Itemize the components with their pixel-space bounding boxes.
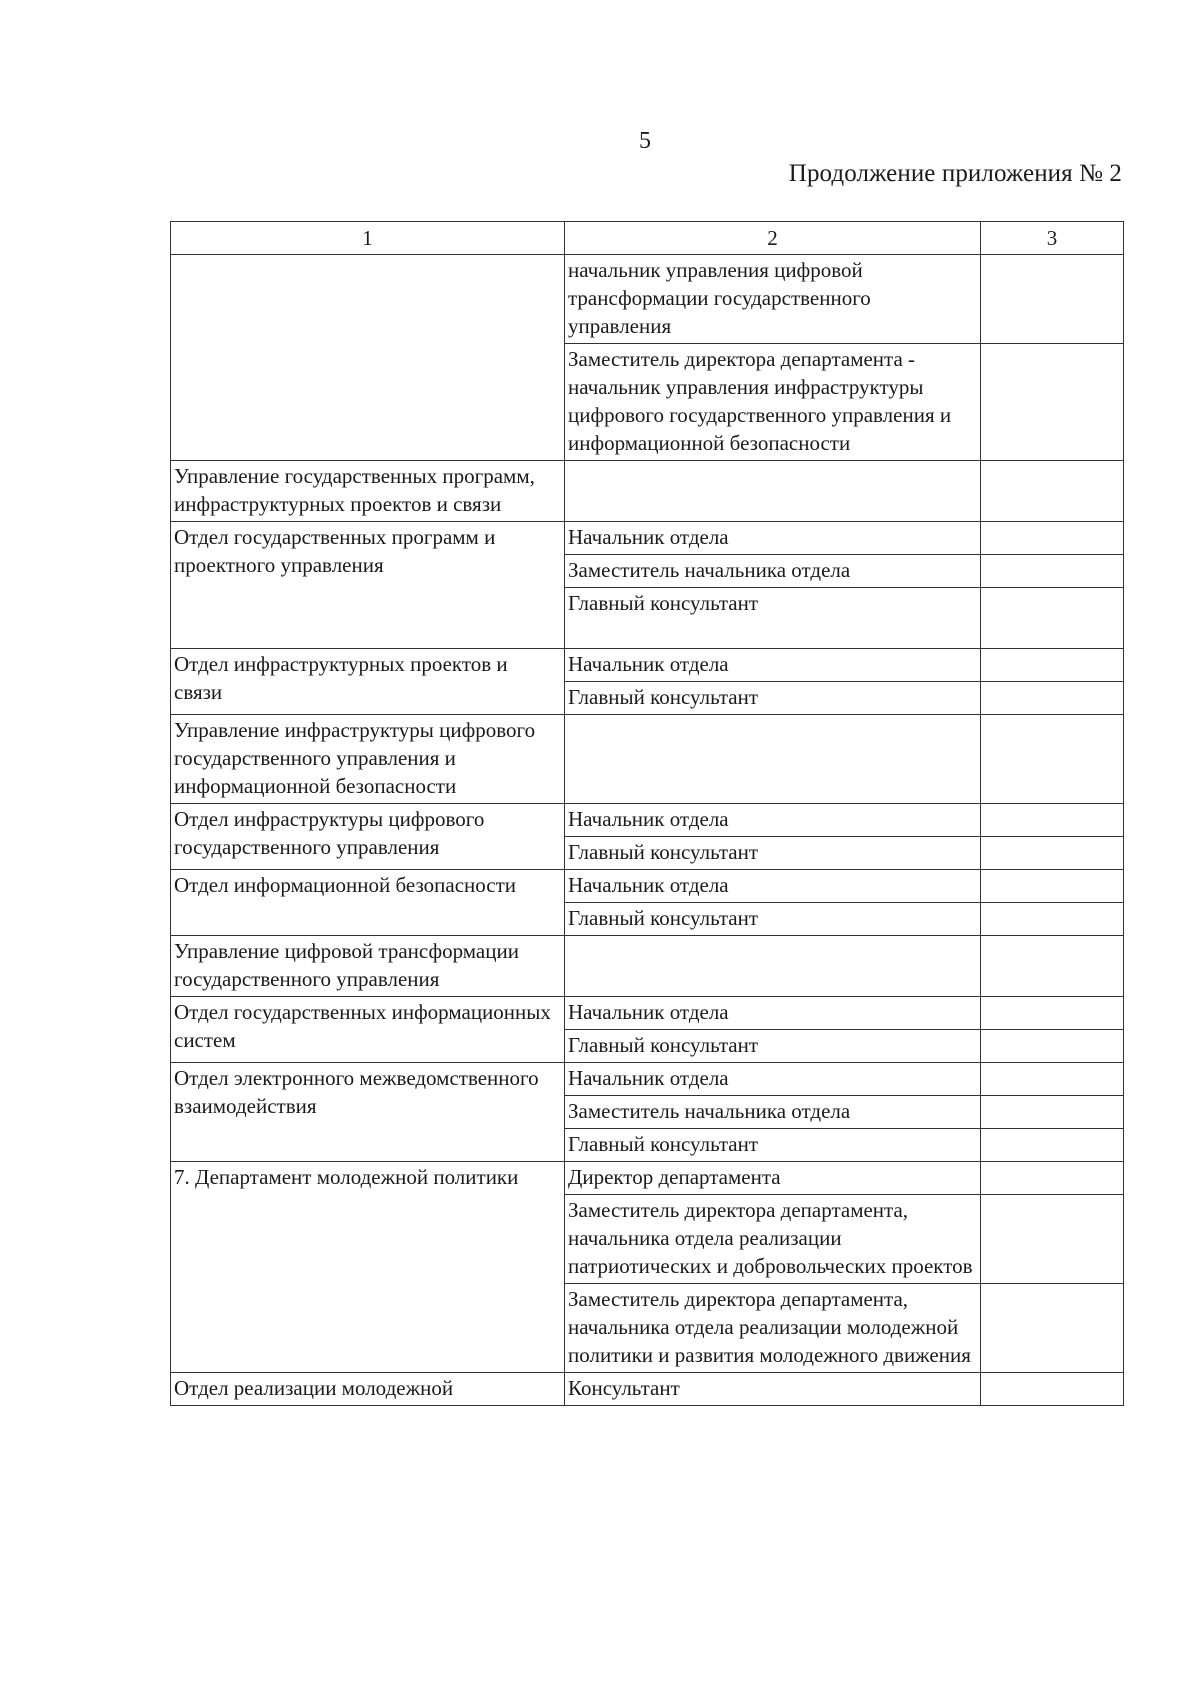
position-cell: Главный консультант xyxy=(565,1129,981,1162)
position-cell: Заместитель директора департамента, начальника отдела реализации патриотических и добровольческих проектов xyxy=(565,1195,981,1284)
unit-cell: Управление государственных программ, инфраструктурных проектов и связи xyxy=(171,461,565,522)
column-header-1: 1 xyxy=(171,222,565,255)
position-cell: Начальник отдела xyxy=(565,522,981,555)
position-cell: Начальник отдела xyxy=(565,804,981,837)
unit-cell: Отдел государственных программ и проектного управления xyxy=(171,522,565,649)
count-cell xyxy=(981,1284,1124,1373)
unit-cell xyxy=(171,255,565,461)
count-cell xyxy=(981,1096,1124,1129)
count-cell xyxy=(981,837,1124,870)
unit-cell: Отдел инфраструктурных проектов и связи xyxy=(171,649,565,715)
count-cell xyxy=(981,649,1124,682)
position-cell: Главный консультант xyxy=(565,682,981,715)
table-row xyxy=(171,649,1124,682)
position-cell xyxy=(565,461,981,522)
position-cell: Главный консультант xyxy=(565,837,981,870)
count-cell xyxy=(981,1195,1124,1284)
count-cell xyxy=(981,1129,1124,1162)
table-row xyxy=(171,997,1124,1030)
position-cell: Консультант xyxy=(565,1373,981,1406)
unit-cell: Отдел инфраструктуры цифрового государственного управления xyxy=(171,804,565,870)
column-header-2: 2 xyxy=(565,222,981,255)
count-cell xyxy=(981,1030,1124,1063)
count-cell xyxy=(981,997,1124,1030)
position-cell: Заместитель начальника отдела xyxy=(565,555,981,588)
position-cell: Главный консультант xyxy=(565,588,981,649)
count-cell xyxy=(981,588,1124,649)
table-row xyxy=(171,522,1124,555)
unit-cell: Отдел реализации молодежной xyxy=(171,1373,565,1406)
count-cell xyxy=(981,255,1124,344)
count-cell xyxy=(981,903,1124,936)
table-row xyxy=(171,1162,1124,1195)
position-cell: Главный консультант xyxy=(565,903,981,936)
count-cell xyxy=(981,1063,1124,1096)
position-cell: Заместитель директора департамента, начальника отдела реализации молодежной политики и развития молодежного движения xyxy=(565,1284,981,1373)
table-header-row xyxy=(171,222,1124,255)
table-row xyxy=(171,804,1124,837)
position-cell: Главный консультант xyxy=(565,1030,981,1063)
count-cell xyxy=(981,522,1124,555)
count-cell xyxy=(981,461,1124,522)
position-cell: Начальник отдела xyxy=(565,870,981,903)
page-number: 5 xyxy=(639,128,651,154)
column-header-3: 3 xyxy=(981,222,1124,255)
position-cell: Начальник отдела xyxy=(565,997,981,1030)
count-cell xyxy=(981,804,1124,837)
position-cell: начальник управления цифровой трансформации государственного управления xyxy=(565,255,981,344)
count-cell xyxy=(981,936,1124,997)
table-row xyxy=(171,1063,1124,1096)
table-body xyxy=(171,255,1124,1406)
count-cell xyxy=(981,555,1124,588)
unit-cell: Отдел информационной безопасности xyxy=(171,870,565,936)
table-row xyxy=(171,870,1124,903)
unit-cell: 7. Департамент молодежной политики xyxy=(171,1162,565,1373)
appendix-title: Продолжение приложения № 2 xyxy=(788,160,1122,187)
staff-table xyxy=(170,221,1124,1406)
count-cell xyxy=(981,1162,1124,1195)
count-cell xyxy=(981,682,1124,715)
position-cell xyxy=(565,715,981,804)
count-cell xyxy=(981,1373,1124,1406)
unit-cell: Отдел электронного межведомственного взаимодействия xyxy=(171,1063,565,1162)
position-cell: Заместитель директора департамента - начальник управления инфраструктуры цифрового государственного управления и информационной безопасности xyxy=(565,344,981,461)
table-row xyxy=(171,936,1124,997)
table-row xyxy=(171,715,1124,804)
unit-cell: Управление инфраструктуры цифрового государственного управления и информационной безопасности xyxy=(171,715,565,804)
position-cell xyxy=(565,936,981,997)
table-row xyxy=(171,255,1124,344)
unit-cell: Управление цифровой трансформации государственного управления xyxy=(171,936,565,997)
position-cell: Начальник отдела xyxy=(565,649,981,682)
count-cell xyxy=(981,715,1124,804)
count-cell xyxy=(981,344,1124,461)
position-cell: Директор департамента xyxy=(565,1162,981,1195)
position-cell: Начальник отдела xyxy=(565,1063,981,1096)
count-cell xyxy=(981,870,1124,903)
position-cell: Заместитель начальника отдела xyxy=(565,1096,981,1129)
table-row xyxy=(171,1373,1124,1406)
unit-cell: Отдел государственных информационных систем xyxy=(171,997,565,1063)
table-row xyxy=(171,461,1124,522)
